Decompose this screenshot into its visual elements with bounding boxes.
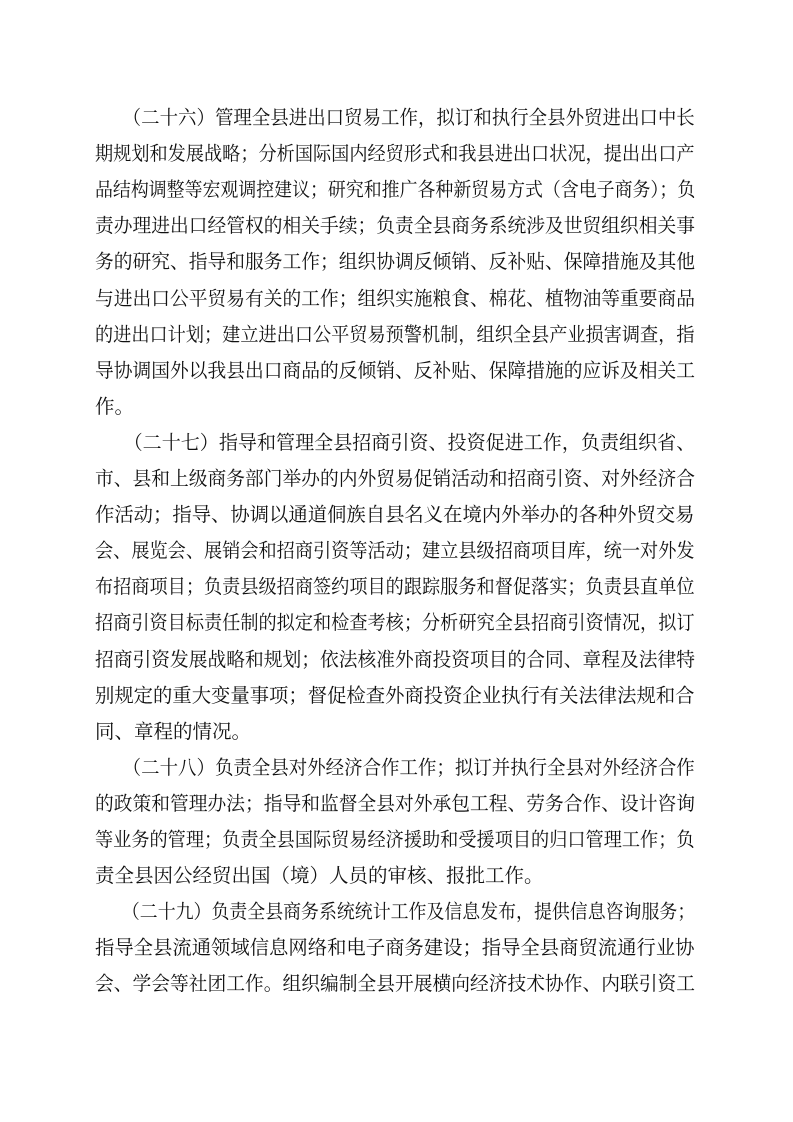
text-line: 等业务的管理；负责全县国际贸易经济援助和受援项目的归口管理工作；负 <box>95 828 695 851</box>
text-line: 同、章程的情况。 <box>95 719 252 743</box>
text-line: （二十九）负责全县商务系统统计工作及信息发布，提供信息咨询服务； <box>95 900 696 924</box>
text-line: 务的研究、指导和服务工作；组织协调反倾销、反补贴、保障措施及其他 <box>95 250 696 274</box>
text-line: 布招商项目；负责县级招商签约项目的跟踪服务和督促落实；负责县直单位 <box>95 575 695 599</box>
text-line: 指导全县流通领域信息网络和电子商务建设；指导全县商贸流通行业协 <box>95 936 695 960</box>
text-line: 品结构调整等宏观调控建议；研究和推广各种新贸易方式（含电子商务）；负 <box>95 178 696 202</box>
text-line: 责全县因公经贸出国（境）人员的审核、报批工作。 <box>95 864 544 888</box>
text-line: 市、县和上级商务部门举办的内外贸易促销活动和招商引资、对外经济合 <box>95 467 696 490</box>
text-line: （二十六）管理全县进出口贸易工作，拟订和执行全县外贸进出口中长 <box>95 106 695 129</box>
text-line: 的政策和管理办法；指导和监督全县对外承包工程、劳务合作、设计咨询 <box>95 791 696 815</box>
text-line: （二十七）指导和管理全县招商引资、投资促进工作，负责组织省、 <box>95 430 696 454</box>
text-line: 招商引资发展战略和规划；依法核准外商投资项目的合同、章程及法律特 <box>95 647 696 671</box>
text-line: 会、学会等社团工作。组织编制全县开展横向经济技术协作、内联引资工 <box>95 972 696 996</box>
text-line: 与进出口公平贸易有关的工作；组织实施粮食、棉花、植物油等重要商品 <box>95 286 696 310</box>
text-line: 导协调国外以我县出口商品的反倾销、反补贴、保障措施的应诉及相关工 <box>95 358 696 382</box>
text-line: 别规定的重大变量事项；督促检查外商投资企业执行有关法律法规和合 <box>95 683 695 707</box>
text-line: 会、展览会、展销会和招商引资等活动；建立县级招商项目库，统一对外发 <box>95 539 695 563</box>
text-line: 作。 <box>95 394 135 418</box>
text-line: 招商引资目标责任制的拟定和检查考核；分析研究全县招商引资情况，拟订 <box>95 611 695 635</box>
text-line: 期规划和发展战略；分析国际国内经贸形式和我县进出口状况，提出出口产 <box>95 142 695 166</box>
text-line: 作活动；指导、协调以通道侗族自县名义在境内外举办的各种外贸交易 <box>95 503 695 527</box>
text-line: （二十八）负责全县对外经济合作工作；拟订并执行全县对外经济合作 <box>95 755 695 779</box>
text-line: 责办理进出口经管权的相关手续；负责全县商务系统涉及世贸组织相关事 <box>95 214 696 238</box>
text-line: 的进出口计划；建立进出口公平贸易预警机制，组织全县产业损害调查，指 <box>95 322 695 346</box>
